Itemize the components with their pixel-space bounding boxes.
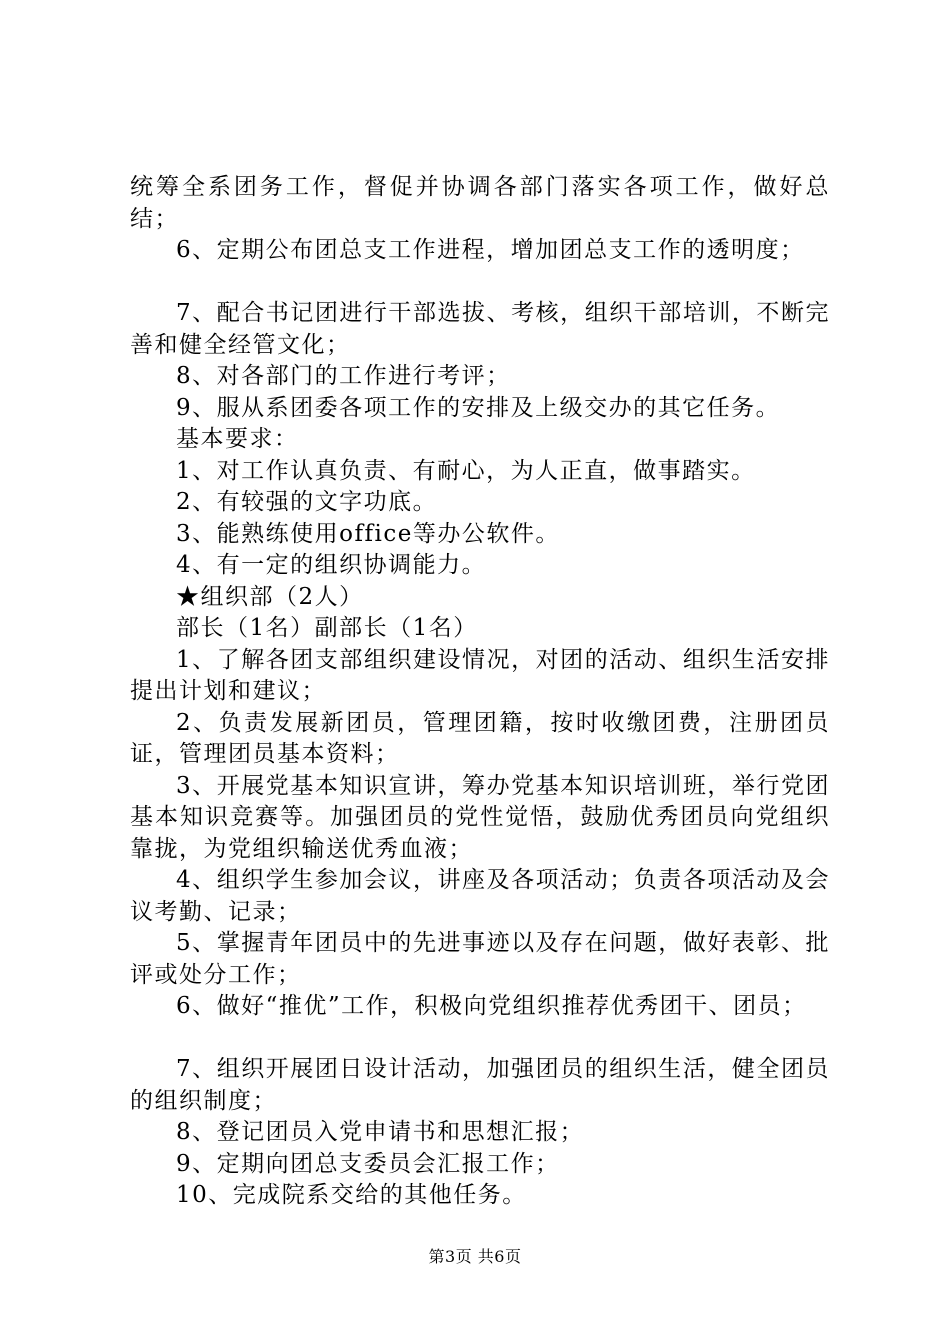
paragraph: 9、服从系团委各项工作的安排及上级交办的其它任务。 — [176, 394, 781, 421]
paragraph: 9、定期向团总支委员会汇报工作； — [176, 1150, 560, 1177]
paragraph: 6、定期公布团总支工作进程，增加团总支工作的透明度； — [176, 237, 805, 263]
paragraph: 1、了解各团支部组织建设情况，对团的活动、组织生活安排提出计划和建议； — [130, 646, 830, 704]
paragraph: 2、负责发展新团员，管理团籍，按时收缴团费，注册团员证，管理团员基本资料； — [130, 709, 830, 767]
paragraph: 4、有一定的组织协调能力。 — [176, 552, 487, 578]
section-heading: ★组织部（2人） — [176, 583, 364, 610]
document-body — [130, 172, 830, 1212]
paragraph: 3、开展党基本知识宣讲，筹办党基本知识培训班，举行党团基本知识竞赛等。加强团员的党性觉悟，鼓励优秀团员向党组织靠拢，为党组织输送优秀血液； — [130, 772, 830, 862]
page-number-footer: 第3页 共6页 — [428, 1247, 522, 1266]
paragraph: 8、对各部门的工作进行考评； — [176, 363, 511, 389]
paragraph: 6、做好“推优”工作，积极向党组织推荐优秀团干、团员； — [176, 993, 807, 1019]
paragraph: 5、掌握青年团员中的先进事迹以及存在问题，做好表彰、批评或处分工作； — [130, 930, 830, 988]
paragraph: 2、有较强的文字功底。 — [176, 489, 438, 515]
paragraph: 7、配合书记团进行干部选拔、考核，组织干部培训，不断完善和健全经管文化； — [130, 300, 830, 358]
paragraph: 10、完成院系交给的其他任务。 — [176, 1182, 527, 1208]
paragraph: 3、能熟练使用office等办公软件。 — [176, 520, 560, 547]
paragraph: 4、组织学生参加会议，讲座及各项活动；负责各项活动及会议考勤、记录； — [130, 867, 830, 925]
paragraph: 8、登记团员入党申请书和思想汇报； — [176, 1119, 585, 1145]
section-heading: 基本要求： — [176, 426, 299, 452]
paragraph: 统筹全系团务工作，督促并协调各部门落实各项工作，做好总结； — [130, 174, 830, 232]
paragraph: 7、组织开展团日设计活动，加强团员的组织生活，健全团员的组织制度； — [130, 1056, 830, 1114]
paragraph: 1、对工作认真负责、有耐心，为人正直，做事踏实。 — [176, 457, 756, 484]
paragraph: 部长（1名）副部长（1名） — [176, 615, 478, 641]
